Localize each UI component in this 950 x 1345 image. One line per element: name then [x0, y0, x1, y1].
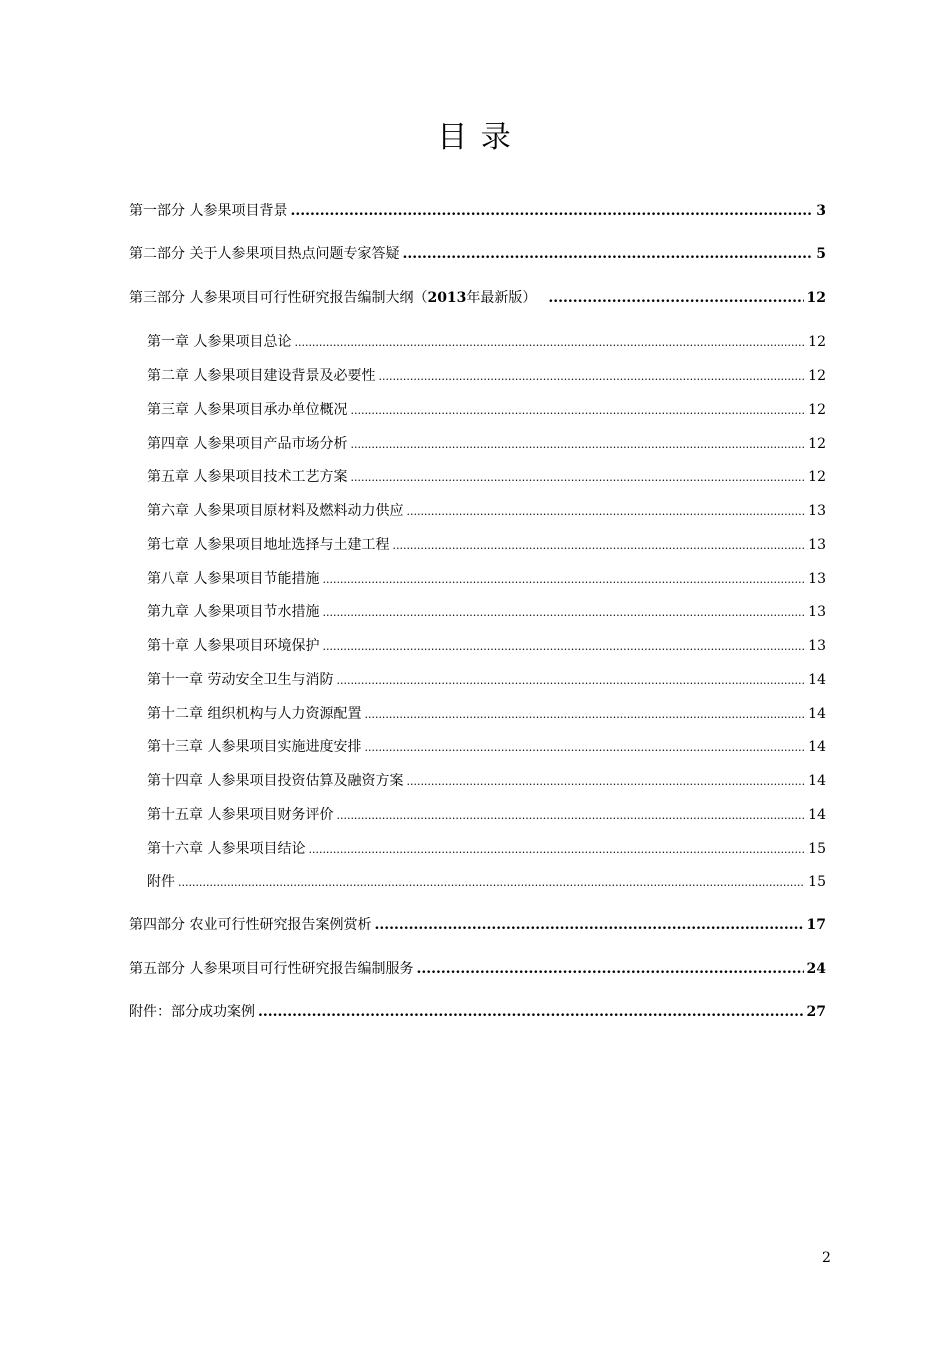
toc-entry-label: 附件	[147, 874, 175, 890]
toc-leader-dots	[406, 776, 805, 787]
toc-leader-dots	[308, 844, 805, 855]
toc-leader-dots	[178, 877, 805, 888]
page-number: 2	[822, 1250, 831, 1266]
toc-entry[interactable]	[129, 1001, 826, 1021]
toc-leader-dots	[374, 918, 803, 932]
toc-entry[interactable]	[147, 871, 826, 891]
toc-entry-label-head: 第三部分 人参果项目可行性研究报告编制大纲（	[129, 290, 428, 306]
toc-entry[interactable]	[147, 770, 826, 790]
page-title	[0, 112, 950, 156]
toc-leader-dots	[392, 540, 805, 551]
toc-entry-page: 14	[808, 706, 826, 722]
toc-leader-dots	[258, 1005, 804, 1019]
toc-leader-dots	[406, 506, 805, 517]
toc-entry-label: 第四部分 农业可行性研究报告案例赏析	[129, 917, 372, 933]
toc-leader-dots	[402, 247, 813, 261]
toc-entry[interactable]	[147, 703, 826, 723]
toc-entry[interactable]	[147, 568, 826, 588]
toc-entry-page: 12	[808, 402, 826, 418]
toc-entry-label: 第八章 人参果项目节能措施	[147, 571, 320, 587]
toc-entry-page: 15	[808, 841, 826, 857]
toc-leader-dots	[322, 574, 805, 585]
toc-leader-dots	[416, 962, 803, 976]
toc-entry-page: 12	[808, 469, 826, 485]
toc-leader-dots	[350, 405, 805, 416]
toc-entry-page: 12	[808, 436, 826, 452]
toc-entry[interactable]	[129, 287, 826, 307]
toc-entry[interactable]	[129, 200, 826, 220]
toc-entry-label: 第五部分 人参果项目可行性研究报告编制服务	[129, 961, 414, 977]
toc-entry[interactable]	[147, 804, 826, 824]
toc-entry-label: 第三章 人参果项目承办单位概况	[147, 402, 348, 418]
toc-entry[interactable]	[147, 500, 826, 520]
toc-entry[interactable]	[147, 635, 826, 655]
toc-entry-page: 14	[808, 672, 826, 688]
toc-entry[interactable]	[147, 466, 826, 486]
toc-leader-dots	[364, 742, 805, 753]
toc-leader-dots	[322, 641, 805, 652]
toc-leader-dots	[322, 607, 805, 618]
toc-entry-page: 27	[806, 1004, 826, 1020]
toc-entry-label: 第十一章 劳动安全卫生与消防	[147, 672, 334, 688]
toc-entry-label: 第十五章 人参果项目财务评价	[147, 807, 334, 823]
title-text: 目 录	[437, 120, 513, 155]
toc-entry[interactable]	[147, 669, 826, 689]
toc-leader-dots	[294, 337, 805, 348]
toc-entry-page: 24	[806, 961, 826, 977]
toc-entry-label	[129, 287, 536, 307]
toc-entry[interactable]	[129, 243, 826, 263]
toc-entry-page: 13	[808, 571, 826, 587]
toc-entry-label: 第六章 人参果项目原材料及燃料动力供应	[147, 503, 404, 519]
toc-entry-label: 第二章 人参果项目建设背景及必要性	[147, 368, 376, 384]
toc-entry[interactable]	[147, 433, 826, 453]
toc-entry-label: 第五章 人参果项目技术工艺方案	[147, 469, 348, 485]
toc-entry-page: 14	[808, 739, 826, 755]
toc-entry-page: 13	[808, 638, 826, 654]
toc-entry-label: 附件：部分成功案例	[129, 1004, 255, 1020]
toc-entry-page: 17	[806, 917, 826, 933]
toc-entry[interactable]	[147, 365, 826, 385]
toc-entry-label: 第十三章 人参果项目实施进度安排	[147, 739, 362, 755]
toc-leader-dots	[336, 675, 805, 686]
toc-entry-label: 第一部分 人参果项目背景	[129, 203, 288, 219]
toc-entry-page: 14	[808, 773, 826, 789]
toc-leader-dots	[364, 709, 805, 720]
toc-entry-page: 14	[808, 807, 826, 823]
toc-entry-label: 第一章 人参果项目总论	[147, 334, 292, 350]
toc-leader-dots	[350, 439, 805, 450]
toc-entry-label: 第二部分 关于人参果项目热点问题专家答疑	[129, 246, 400, 262]
toc-entry-label: 第九章 人参果项目节水措施	[147, 604, 320, 620]
toc-entry-page: 12	[808, 368, 826, 384]
toc-entry[interactable]	[129, 958, 826, 978]
toc-leader-dots	[290, 204, 813, 218]
toc-entry-label: 第十章 人参果项目环境保护	[147, 638, 320, 654]
toc-entry-label: 第七章 人参果项目地址选择与土建工程	[147, 537, 390, 553]
toc-leader-dots	[548, 291, 803, 305]
toc-entry-page: 13	[808, 503, 826, 519]
toc-entry-label-tail: 年最新版）	[466, 290, 537, 306]
toc-entry-page: 12	[806, 290, 826, 306]
toc-entry[interactable]	[147, 399, 826, 419]
toc-entry[interactable]	[147, 331, 826, 351]
toc-entry-page: 3	[816, 203, 826, 219]
toc-entry-label-year: 2013	[427, 290, 467, 306]
toc-leader-dots	[350, 472, 805, 483]
toc-entry[interactable]	[147, 838, 826, 858]
toc-leader-dots	[336, 810, 805, 821]
toc-entry-page: 15	[808, 874, 826, 890]
toc-entry[interactable]	[147, 736, 826, 756]
toc-entry-page: 13	[808, 604, 826, 620]
toc-leader-dots	[378, 371, 805, 382]
toc-entry-label: 第十四章 人参果项目投资估算及融资方案	[147, 773, 404, 789]
toc-entry[interactable]	[147, 534, 826, 554]
toc-entry-page: 12	[808, 334, 826, 350]
toc-entry-page: 5	[816, 246, 826, 262]
toc-entry-page: 13	[808, 537, 826, 553]
toc-entry[interactable]	[147, 601, 826, 621]
toc-entry-label: 第十六章 人参果项目结论	[147, 841, 306, 857]
toc-entry[interactable]	[129, 914, 826, 934]
toc-entry-label: 第四章 人参果项目产品市场分析	[147, 436, 348, 452]
toc-entry-label: 第十二章 组织机构与人力资源配置	[147, 706, 362, 722]
